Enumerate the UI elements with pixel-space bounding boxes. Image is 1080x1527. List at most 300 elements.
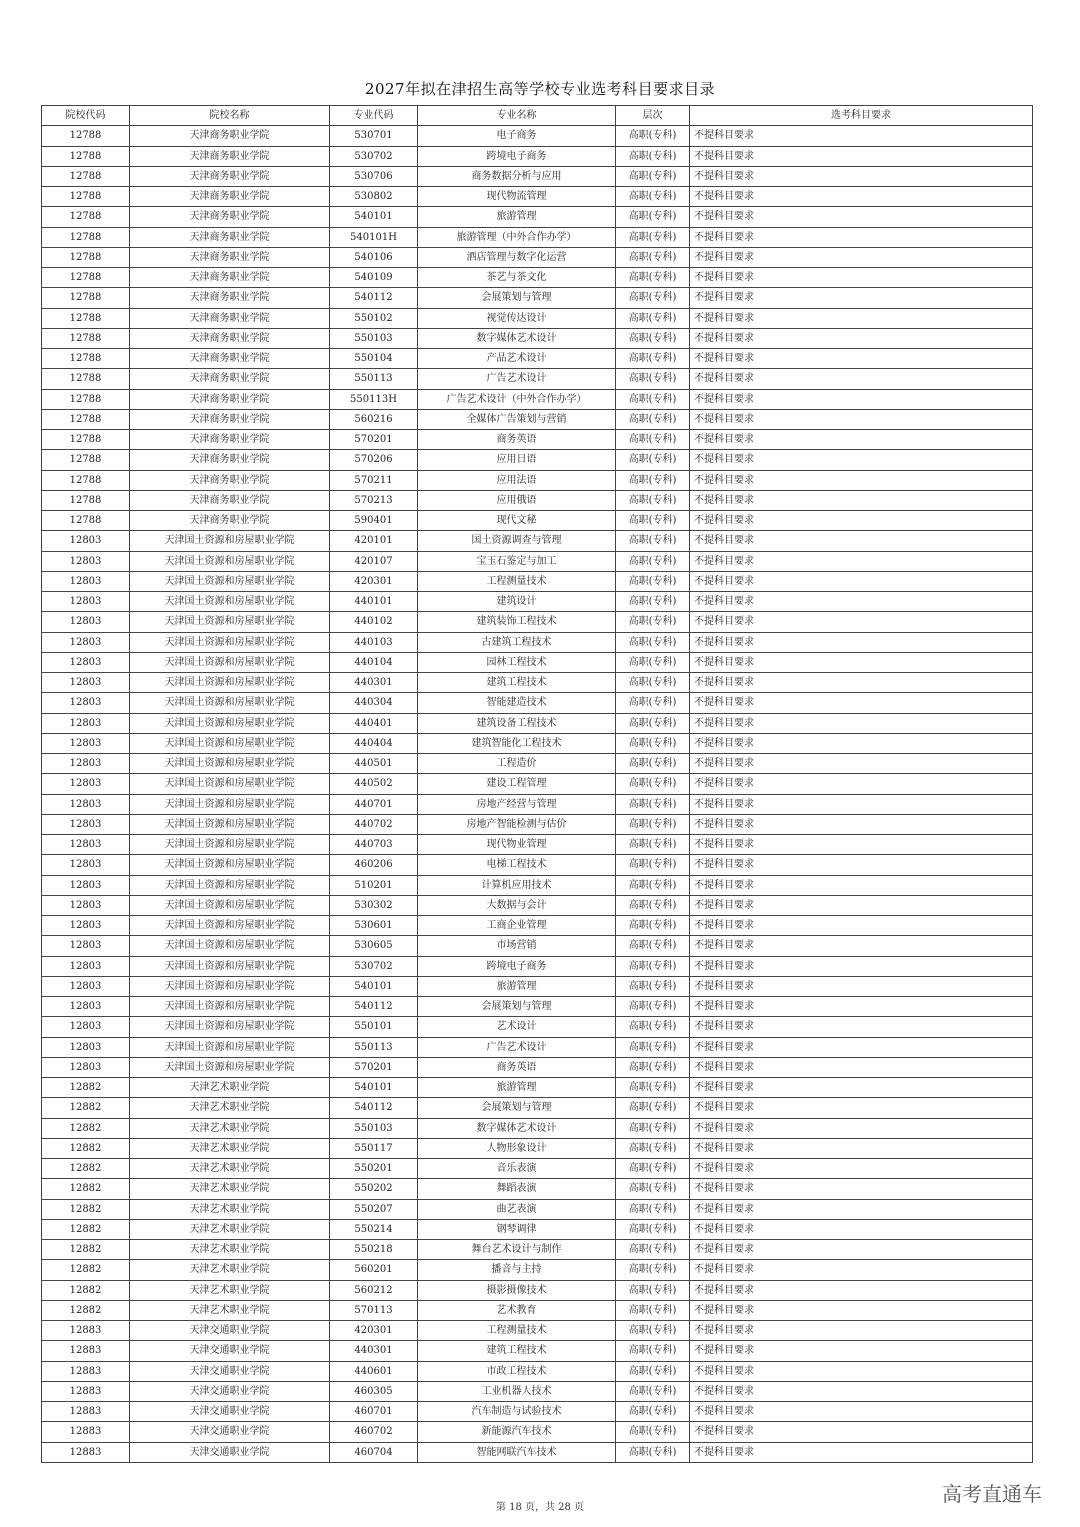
major-name-cell: 商务数据分析与应用 [418,166,616,186]
level-cell: 高职(专科) [616,895,690,915]
school-name-cell: 天津国土资源和房屋职业学院 [130,855,330,875]
table-row [42,693,1033,713]
major-code-cell: 420301 [330,571,418,591]
major-name-cell: 园林工程技术 [418,652,616,672]
major-code-cell: 550104 [330,349,418,369]
subject-requirement-cell: 不提科目要求 [690,733,1033,753]
school-code-cell: 12803 [42,835,130,855]
subject-requirement-cell: 不提科目要求 [690,551,1033,571]
table-row [42,1381,1033,1401]
school-code-cell: 12788 [42,369,130,389]
level-cell: 高职(专科) [616,754,690,774]
table-row [42,1179,1033,1199]
major-code-cell: 540106 [330,247,418,267]
level-cell: 高职(专科) [616,308,690,328]
subject-requirement-cell: 不提科目要求 [690,1037,1033,1057]
major-name-cell: 建筑智能化工程技术 [418,733,616,753]
school-code-cell: 12803 [42,632,130,652]
table-row [42,916,1033,936]
major-name-cell: 市政工程技术 [418,1361,616,1381]
table-row [42,268,1033,288]
table-row [42,126,1033,146]
school-code-cell: 12803 [42,713,130,733]
major-name-cell: 跨境电子商务 [418,956,616,976]
level-cell: 高职(专科) [616,470,690,490]
level-cell: 高职(专科) [616,369,690,389]
level-cell: 高职(专科) [616,1361,690,1381]
major-name-cell: 商务英语 [418,430,616,450]
major-name-cell: 现代文秘 [418,511,616,531]
major-name-cell: 产品艺术设计 [418,349,616,369]
school-code-cell: 12883 [42,1381,130,1401]
school-code-cell: 12803 [42,895,130,915]
major-name-cell: 广告艺术设计 [418,1037,616,1057]
major-name-cell: 广告艺术设计（中外合作办学） [418,389,616,409]
school-name-cell: 天津商务职业学院 [130,146,330,166]
major-name-cell: 视觉传达设计 [418,308,616,328]
level-cell: 高职(专科) [616,814,690,834]
school-name-cell: 天津交通职业学院 [130,1321,330,1341]
table-row [42,1361,1033,1381]
header-level: 层次 [616,106,690,126]
subject-requirement-cell: 不提科目要求 [690,652,1033,672]
table-row [42,1260,1033,1280]
table-row [42,1321,1033,1341]
major-code-cell: 550202 [330,1179,418,1199]
school-name-cell: 天津商务职业学院 [130,288,330,308]
major-code-cell: 440501 [330,754,418,774]
subject-requirement-cell: 不提科目要求 [690,1199,1033,1219]
level-cell: 高职(专科) [616,997,690,1017]
major-code-cell: 440401 [330,713,418,733]
major-name-cell: 现代物业管理 [418,835,616,855]
major-code-cell: 550207 [330,1199,418,1219]
level-cell: 高职(专科) [616,247,690,267]
level-cell: 高职(专科) [616,1078,690,1098]
subject-requirement-cell: 不提科目要求 [690,1422,1033,1442]
level-cell: 高职(专科) [616,976,690,996]
table-row [42,207,1033,227]
major-name-cell: 钢琴调律 [418,1219,616,1239]
major-code-cell: 460305 [330,1381,418,1401]
major-code-cell: 440702 [330,814,418,834]
school-code-cell: 12882 [42,1280,130,1300]
major-code-cell: 460206 [330,855,418,875]
level-cell: 高职(专科) [616,146,690,166]
school-code-cell: 12788 [42,328,130,348]
table-row [42,814,1033,834]
school-name-cell: 天津商务职业学院 [130,227,330,247]
school-code-cell: 12803 [42,531,130,551]
table-row [42,875,1033,895]
subject-requirement-cell: 不提科目要求 [690,814,1033,834]
school-name-cell: 天津艺术职业学院 [130,1118,330,1138]
table-row [42,1442,1033,1462]
school-name-cell: 天津国土资源和房屋职业学院 [130,733,330,753]
subject-requirement-cell: 不提科目要求 [690,430,1033,450]
subject-requirement-cell: 不提科目要求 [690,1017,1033,1037]
school-name-cell: 天津国土资源和房屋职业学院 [130,1017,330,1037]
catalog-table [41,105,1033,1463]
school-code-cell: 12788 [42,227,130,247]
table-row [42,1300,1033,1320]
subject-requirement-cell: 不提科目要求 [690,1057,1033,1077]
major-name-cell: 应用日语 [418,450,616,470]
school-code-cell: 12882 [42,1240,130,1260]
level-cell: 高职(专科) [616,693,690,713]
level-cell: 高职(专科) [616,1219,690,1239]
major-name-cell: 艺术设计 [418,1017,616,1037]
table-row [42,774,1033,794]
major-name-cell: 旅游管理（中外合作办学） [418,227,616,247]
school-code-cell: 12803 [42,997,130,1017]
header-major-code: 专业代码 [330,106,418,126]
major-code-cell: 510201 [330,875,418,895]
school-code-cell: 12788 [42,409,130,429]
school-code-cell: 12788 [42,207,130,227]
major-code-cell: 540101 [330,1078,418,1098]
subject-requirement-cell: 不提科目要求 [690,511,1033,531]
table-row [42,652,1033,672]
table-row [42,713,1033,733]
major-code-cell: 530802 [330,187,418,207]
major-name-cell: 曲艺表演 [418,1199,616,1219]
school-name-cell: 天津艺术职业学院 [130,1300,330,1320]
school-name-cell: 天津艺术职业学院 [130,1138,330,1158]
major-name-cell: 建筑装饰工程技术 [418,612,616,632]
school-name-cell: 天津国土资源和房屋职业学院 [130,936,330,956]
major-code-cell: 550102 [330,308,418,328]
subject-requirement-cell: 不提科目要求 [690,1442,1033,1462]
table-row [42,531,1033,551]
major-name-cell: 艺术教育 [418,1300,616,1320]
major-name-cell: 大数据与会计 [418,895,616,915]
subject-requirement-cell: 不提科目要求 [690,774,1033,794]
school-code-cell: 12882 [42,1300,130,1320]
school-code-cell: 12883 [42,1361,130,1381]
school-name-cell: 天津商务职业学院 [130,187,330,207]
major-name-cell: 电梯工程技术 [418,855,616,875]
school-code-cell: 12803 [42,612,130,632]
header-school-code: 院校代码 [42,106,130,126]
table-row [42,470,1033,490]
table-row [42,1199,1033,1219]
table-row [42,389,1033,409]
table-row [42,146,1033,166]
subject-requirement-cell: 不提科目要求 [690,166,1033,186]
school-code-cell: 12803 [42,794,130,814]
major-code-cell: 420101 [330,531,418,551]
subject-requirement-cell: 不提科目要求 [690,1280,1033,1300]
major-code-cell: 570113 [330,1300,418,1320]
school-name-cell: 天津商务职业学院 [130,389,330,409]
major-code-cell: 550103 [330,328,418,348]
table-row [42,976,1033,996]
subject-requirement-cell: 不提科目要求 [690,916,1033,936]
major-code-cell: 540112 [330,288,418,308]
major-code-cell: 550101 [330,1017,418,1037]
table-row [42,895,1033,915]
level-cell: 高职(专科) [616,511,690,531]
table-row [42,288,1033,308]
school-name-cell: 天津艺术职业学院 [130,1179,330,1199]
subject-requirement-cell: 不提科目要求 [690,490,1033,510]
table-row [42,1037,1033,1057]
level-cell: 高职(专科) [616,430,690,450]
school-name-cell: 天津商务职业学院 [130,207,330,227]
table-row [42,1078,1033,1098]
school-name-cell: 天津国土资源和房屋职业学院 [130,835,330,855]
major-code-cell: 440102 [330,612,418,632]
level-cell: 高职(专科) [616,855,690,875]
school-name-cell: 天津国土资源和房屋职业学院 [130,632,330,652]
table-row [42,450,1033,470]
subject-requirement-cell: 不提科目要求 [690,1260,1033,1280]
school-name-cell: 天津商务职业学院 [130,308,330,328]
table-row [42,794,1033,814]
level-cell: 高职(专科) [616,835,690,855]
school-code-cell: 12803 [42,875,130,895]
major-name-cell: 全媒体广告策划与营销 [418,409,616,429]
major-name-cell: 汽车制造与试验技术 [418,1402,616,1422]
major-name-cell: 跨境电子商务 [418,146,616,166]
school-name-cell: 天津国土资源和房屋职业学院 [130,794,330,814]
level-cell: 高职(专科) [616,187,690,207]
table-body [42,126,1033,1463]
table-row [42,1138,1033,1158]
subject-requirement-cell: 不提科目要求 [690,1361,1033,1381]
subject-requirement-cell: 不提科目要求 [690,1138,1033,1158]
school-code-cell: 12803 [42,652,130,672]
school-name-cell: 天津国土资源和房屋职业学院 [130,551,330,571]
major-name-cell: 旅游管理 [418,207,616,227]
school-code-cell: 12882 [42,1098,130,1118]
major-code-cell: 530601 [330,916,418,936]
major-name-cell: 建筑设备工程技术 [418,713,616,733]
subject-requirement-cell: 不提科目要求 [690,612,1033,632]
major-name-cell: 商务英语 [418,1057,616,1077]
major-name-cell: 茶艺与茶文化 [418,268,616,288]
level-cell: 高职(专科) [616,450,690,470]
subject-requirement-cell: 不提科目要求 [690,268,1033,288]
school-code-cell: 12788 [42,187,130,207]
school-code-cell: 12882 [42,1219,130,1239]
level-cell: 高职(专科) [616,1240,690,1260]
table-row [42,1422,1033,1442]
school-code-cell: 12882 [42,1138,130,1158]
school-name-cell: 天津艺术职业学院 [130,1098,330,1118]
table-row [42,673,1033,693]
school-code-cell: 12803 [42,774,130,794]
school-name-cell: 天津国土资源和房屋职业学院 [130,814,330,834]
major-code-cell: 560216 [330,409,418,429]
school-code-cell: 12882 [42,1118,130,1138]
level-cell: 高职(专科) [616,1442,690,1462]
level-cell: 高职(专科) [616,166,690,186]
school-code-cell: 12788 [42,470,130,490]
school-name-cell: 天津国土资源和房屋职业学院 [130,612,330,632]
level-cell: 高职(专科) [616,1057,690,1077]
subject-requirement-cell: 不提科目要求 [690,997,1033,1017]
major-name-cell: 房地产智能检测与估价 [418,814,616,834]
subject-requirement-cell: 不提科目要求 [690,855,1033,875]
level-cell: 高职(专科) [616,1280,690,1300]
school-code-cell: 12803 [42,673,130,693]
major-name-cell: 舞蹈表演 [418,1179,616,1199]
school-name-cell: 天津艺术职业学院 [130,1260,330,1280]
table-row [42,308,1033,328]
major-code-cell: 540101 [330,976,418,996]
level-cell: 高职(专科) [616,875,690,895]
school-name-cell: 天津商务职业学院 [130,450,330,470]
subject-requirement-cell: 不提科目要求 [690,1118,1033,1138]
table-row [42,733,1033,753]
table-row [42,166,1033,186]
subject-requirement-cell: 不提科目要求 [690,146,1033,166]
subject-requirement-cell: 不提科目要求 [690,571,1033,591]
header-major-name: 专业名称 [418,106,616,126]
major-name-cell: 建筑设计 [418,592,616,612]
major-code-cell: 560212 [330,1280,418,1300]
subject-requirement-cell: 不提科目要求 [690,247,1033,267]
school-name-cell: 天津国土资源和房屋职业学院 [130,592,330,612]
level-cell: 高职(专科) [616,227,690,247]
subject-requirement-cell: 不提科目要求 [690,1300,1033,1320]
table-row [42,227,1033,247]
level-cell: 高职(专科) [616,349,690,369]
major-code-cell: 440104 [330,652,418,672]
major-name-cell: 旅游管理 [418,1078,616,1098]
major-name-cell: 古建筑工程技术 [418,632,616,652]
major-name-cell: 工程造价 [418,754,616,774]
table-row [42,1098,1033,1118]
school-name-cell: 天津商务职业学院 [130,369,330,389]
level-cell: 高职(专科) [616,916,690,936]
major-code-cell: 530302 [330,895,418,915]
school-code-cell: 12788 [42,247,130,267]
school-name-cell: 天津商务职业学院 [130,511,330,531]
table-row [42,571,1033,591]
major-code-cell: 550113 [330,1037,418,1057]
school-name-cell: 天津商务职业学院 [130,268,330,288]
school-code-cell: 12803 [42,592,130,612]
subject-requirement-cell: 不提科目要求 [690,1381,1033,1401]
table-row [42,430,1033,450]
school-code-cell: 12788 [42,389,130,409]
table-row [42,409,1033,429]
school-name-cell: 天津国土资源和房屋职业学院 [130,774,330,794]
subject-requirement-cell: 不提科目要求 [690,328,1033,348]
school-name-cell: 天津艺术职业学院 [130,1159,330,1179]
school-code-cell: 12882 [42,1260,130,1280]
school-code-cell: 12788 [42,430,130,450]
table-row [42,1240,1033,1260]
school-code-cell: 12882 [42,1159,130,1179]
watermark: 高考直通车 [942,1482,1042,1506]
level-cell: 高职(专科) [616,956,690,976]
level-cell: 高职(专科) [616,126,690,146]
school-name-cell: 天津商务职业学院 [130,247,330,267]
level-cell: 高职(专科) [616,1179,690,1199]
level-cell: 高职(专科) [616,936,690,956]
table-header-row [42,106,1033,126]
level-cell: 高职(专科) [616,1381,690,1401]
major-code-cell: 550214 [330,1219,418,1239]
school-name-cell: 天津艺术职业学院 [130,1199,330,1219]
table-row [42,855,1033,875]
level-cell: 高职(专科) [616,713,690,733]
level-cell: 高职(专科) [616,673,690,693]
major-name-cell: 工程测量技术 [418,1321,616,1341]
subject-requirement-cell: 不提科目要求 [690,592,1033,612]
level-cell: 高职(专科) [616,1402,690,1422]
level-cell: 高职(专科) [616,632,690,652]
school-code-cell: 12803 [42,693,130,713]
table-row [42,1402,1033,1422]
subject-requirement-cell: 不提科目要求 [690,754,1033,774]
subject-requirement-cell: 不提科目要求 [690,1179,1033,1199]
school-name-cell: 天津交通职业学院 [130,1442,330,1462]
table-row [42,612,1033,632]
major-code-cell: 550201 [330,1159,418,1179]
school-code-cell: 12788 [42,268,130,288]
subject-requirement-cell: 不提科目要求 [690,470,1033,490]
header-subject-requirement: 选考科目要求 [690,106,1033,126]
major-name-cell: 房地产经营与管理 [418,794,616,814]
school-name-cell: 天津国土资源和房屋职业学院 [130,571,330,591]
major-name-cell: 广告艺术设计 [418,369,616,389]
major-name-cell: 人物形象设计 [418,1138,616,1158]
school-code-cell: 12882 [42,1199,130,1219]
major-code-cell: 440101 [330,592,418,612]
subject-requirement-cell: 不提科目要求 [690,895,1033,915]
level-cell: 高职(专科) [616,409,690,429]
level-cell: 高职(专科) [616,612,690,632]
school-code-cell: 12788 [42,308,130,328]
major-name-cell: 数字媒体艺术设计 [418,328,616,348]
table-row [42,1118,1033,1138]
school-code-cell: 12803 [42,1057,130,1077]
table-row [42,369,1033,389]
major-name-cell: 国土资源调查与管理 [418,531,616,551]
major-name-cell: 电子商务 [418,126,616,146]
school-code-cell: 12803 [42,571,130,591]
subject-requirement-cell: 不提科目要求 [690,976,1033,996]
subject-requirement-cell: 不提科目要求 [690,875,1033,895]
major-code-cell: 550113H [330,389,418,409]
major-code-cell: 540112 [330,997,418,1017]
table-row [42,328,1033,348]
school-name-cell: 天津商务职业学院 [130,126,330,146]
school-name-cell: 天津艺术职业学院 [130,1280,330,1300]
major-name-cell: 音乐表演 [418,1159,616,1179]
school-name-cell: 天津国土资源和房屋职业学院 [130,997,330,1017]
subject-requirement-cell: 不提科目要求 [690,227,1033,247]
major-name-cell: 智能网联汽车技术 [418,1442,616,1462]
school-name-cell: 天津商务职业学院 [130,409,330,429]
table-row [42,1057,1033,1077]
header-school-name: 院校名称 [130,106,330,126]
level-cell: 高职(专科) [616,1098,690,1118]
level-cell: 高职(专科) [616,1300,690,1320]
level-cell: 高职(专科) [616,207,690,227]
page-footer: 第 18 页，共 28 页 [495,1502,585,1513]
level-cell: 高职(专科) [616,1321,690,1341]
subject-requirement-cell: 不提科目要求 [690,389,1033,409]
subject-requirement-cell: 不提科目要求 [690,1098,1033,1118]
subject-requirement-cell: 不提科目要求 [690,409,1033,429]
level-cell: 高职(专科) [616,389,690,409]
